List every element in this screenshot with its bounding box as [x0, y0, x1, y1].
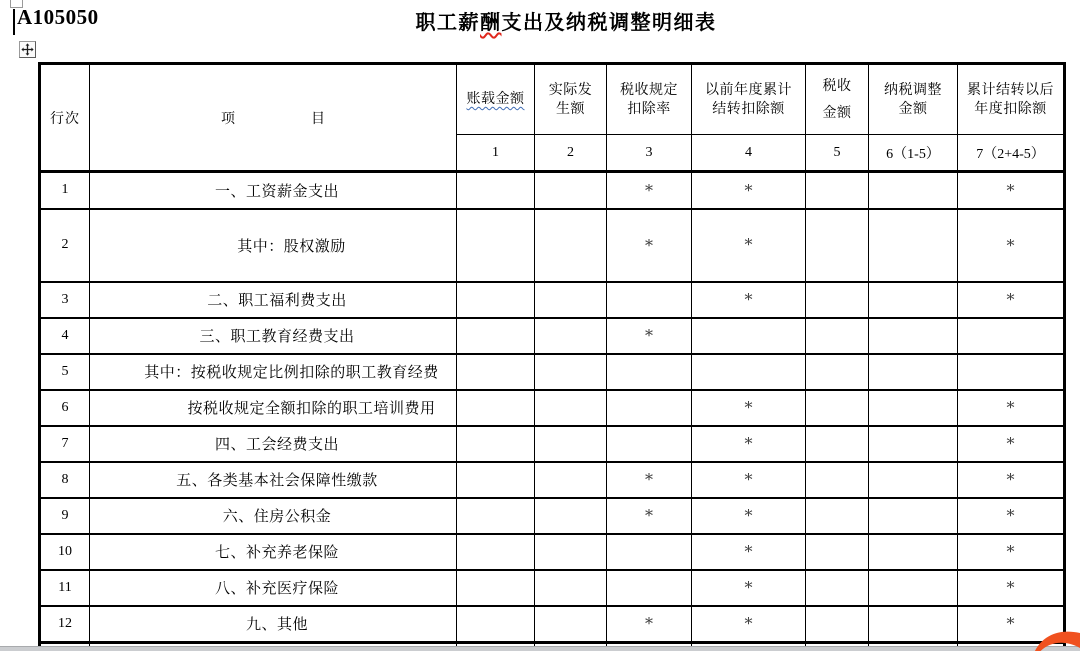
table-row [40, 390, 1065, 426]
value-cell[interactable] [535, 570, 607, 606]
value-cell[interactable] [607, 570, 692, 606]
title-pre: 职工薪 [415, 12, 480, 34]
item-cell[interactable]: 二、职工福利费支出 [90, 282, 457, 318]
table-row [40, 462, 1065, 498]
value-cell[interactable] [869, 282, 958, 318]
value-cell[interactable] [869, 462, 958, 498]
col-header-actual-amount[interactable]: 实际发 生额 [535, 64, 607, 135]
value-cell[interactable]: * [958, 282, 1065, 318]
value-cell[interactable]: * [958, 498, 1065, 534]
value-cell[interactable] [535, 606, 607, 643]
row-number-cell[interactable]: 12 [40, 606, 90, 643]
value-cell[interactable]: * [958, 172, 1065, 209]
value-cell[interactable] [607, 390, 692, 426]
value-cell[interactable]: * [958, 606, 1065, 643]
value-cell[interactable] [535, 462, 607, 498]
value-cell[interactable]: * [958, 534, 1065, 570]
table-row [40, 282, 1065, 318]
orange-swoosh-icon [1034, 627, 1080, 651]
value-cell[interactable] [457, 606, 535, 643]
value-cell[interactable] [806, 209, 869, 282]
value-cell[interactable]: * [607, 462, 692, 498]
row-number-cell[interactable]: 6 [40, 390, 90, 426]
value-cell[interactable] [535, 354, 607, 390]
form-code: A105050 [17, 5, 99, 29]
table-row [40, 534, 1065, 570]
col-header-prior-year-carryover[interactable]: 以前年度累计 结转扣除额 [692, 64, 806, 135]
col-number-cell[interactable]: 7（2+4-5） [958, 135, 1065, 172]
value-cell[interactable] [869, 318, 958, 354]
item-cell[interactable]: 按税收规定全额扣除的职工培训费用 [90, 390, 457, 426]
value-cell[interactable] [607, 354, 692, 390]
value-cell[interactable] [457, 354, 535, 390]
value-cell[interactable]: * [607, 498, 692, 534]
value-cell[interactable]: * [607, 172, 692, 209]
row-number-cell[interactable]: 4 [40, 318, 90, 354]
value-cell[interactable] [806, 606, 869, 643]
item-cell[interactable]: 三、职工教育经费支出 [90, 318, 457, 354]
col-header-tax-amount[interactable]: 税收 金额 [806, 64, 869, 135]
value-cell[interactable] [806, 462, 869, 498]
value-cell[interactable] [869, 426, 958, 462]
col-number-cell[interactable]: 4 [692, 135, 806, 172]
page-title [416, 6, 717, 35]
row-number-cell[interactable]: 11 [40, 570, 90, 606]
value-cell[interactable]: * [692, 570, 806, 606]
header-title-row [40, 64, 1065, 135]
value-cell[interactable] [457, 209, 535, 282]
col-number-cell[interactable]: 6（1-5） [869, 135, 958, 172]
value-cell[interactable] [607, 282, 692, 318]
value-cell[interactable] [806, 282, 869, 318]
col-header-row-number[interactable]: 行次 [40, 64, 90, 172]
value-cell[interactable]: * [958, 462, 1065, 498]
title-flagged-word: 酬 [480, 12, 502, 34]
item-cell[interactable]: 其中：按税收规定比例扣除的职工教育经费 [90, 354, 457, 390]
value-cell[interactable] [869, 172, 958, 209]
col-header-tax-adjustment[interactable]: 纳税调整 金额 [869, 64, 958, 135]
value-cell[interactable]: * [607, 606, 692, 643]
table-row [40, 209, 1065, 282]
row-number-cell[interactable]: 10 [40, 534, 90, 570]
item-cell[interactable]: 六、住房公积金 [90, 498, 457, 534]
value-cell[interactable] [535, 209, 607, 282]
col-number-cell[interactable]: 3 [607, 135, 692, 172]
value-cell[interactable] [535, 534, 607, 570]
table-row [40, 498, 1065, 534]
value-cell[interactable] [457, 498, 535, 534]
text-cursor [13, 9, 15, 35]
table-row [40, 318, 1065, 354]
value-cell[interactable] [869, 209, 958, 282]
value-cell[interactable] [806, 390, 869, 426]
table-row [40, 426, 1065, 462]
col-header-book-amount[interactable]: 账载金额 [457, 64, 535, 135]
value-cell[interactable] [457, 462, 535, 498]
value-cell[interactable]: * [958, 209, 1065, 282]
value-cell[interactable]: * [958, 570, 1065, 606]
col-number-cell[interactable]: 2 [535, 135, 607, 172]
value-cell[interactable] [457, 570, 535, 606]
value-cell[interactable]: * [607, 209, 692, 282]
item-cell[interactable]: 四、工会经费支出 [90, 426, 457, 462]
row-number-cell[interactable]: 1 [40, 172, 90, 209]
value-cell[interactable] [806, 354, 869, 390]
value-cell[interactable]: * [607, 318, 692, 354]
col-header-item[interactable] [90, 64, 457, 172]
col-number-cell[interactable]: 1 [457, 135, 535, 172]
value-cell[interactable] [869, 390, 958, 426]
value-cell[interactable] [607, 534, 692, 570]
item-cell[interactable]: 五、各类基本社会保障性缴款 [90, 462, 457, 498]
row-number-cell[interactable]: 7 [40, 426, 90, 462]
col-number-cell[interactable]: 5 [806, 135, 869, 172]
value-cell[interactable] [457, 390, 535, 426]
value-cell[interactable] [869, 534, 958, 570]
value-cell[interactable] [958, 318, 1065, 354]
item-cell[interactable]: 一、工资薪金支出 [90, 172, 457, 209]
item-cell[interactable]: 八、补充医疗保险 [90, 570, 457, 606]
row-number-cell[interactable]: 9 [40, 498, 90, 534]
value-cell[interactable]: * [692, 498, 806, 534]
value-cell[interactable] [457, 318, 535, 354]
value-cell[interactable] [607, 426, 692, 462]
four-arrows-icon [21, 43, 34, 56]
value-cell[interactable] [806, 426, 869, 462]
value-cell[interactable]: * [692, 534, 806, 570]
window-bottom-edge [0, 646, 1080, 651]
value-cell[interactable] [806, 534, 869, 570]
value-cell[interactable] [457, 282, 535, 318]
compensation-tax-adjustment-table [38, 62, 1066, 651]
value-cell[interactable] [535, 426, 607, 462]
value-cell[interactable] [806, 172, 869, 209]
item-cell[interactable]: 七、补充养老保险 [90, 534, 457, 570]
item-cell[interactable]: 其中：股权激励 [90, 209, 457, 282]
value-cell[interactable] [535, 282, 607, 318]
value-cell[interactable] [869, 354, 958, 390]
value-cell[interactable]: * [692, 172, 806, 209]
value-cell[interactable] [806, 570, 869, 606]
title-post: 支出及纳税调整明细表 [501, 12, 717, 34]
value-cell[interactable]: * [692, 282, 806, 318]
col-header-tax-deduction-rate[interactable]: 税收规定 扣除率 [607, 64, 692, 135]
table-row [40, 606, 1065, 643]
value-cell[interactable] [692, 318, 806, 354]
item-header-char: 目 [311, 111, 325, 127]
value-cell[interactable]: * [692, 390, 806, 426]
value-cell[interactable]: * [692, 426, 806, 462]
value-cell[interactable]: * [692, 209, 806, 282]
value-cell[interactable] [869, 498, 958, 534]
col-header-future-carryover[interactable]: 累计结转以后 年度扣除额 [958, 64, 1065, 135]
value-cell[interactable] [958, 354, 1065, 390]
value-cell[interactable] [535, 318, 607, 354]
row-number-cell[interactable]: 5 [40, 354, 90, 390]
value-cell[interactable] [457, 172, 535, 209]
value-cell[interactable] [869, 606, 958, 643]
value-cell[interactable] [535, 390, 607, 426]
table-row [40, 570, 1065, 606]
value-cell[interactable] [535, 172, 607, 209]
value-cell[interactable] [806, 498, 869, 534]
value-cell[interactable]: * [958, 426, 1065, 462]
value-cell[interactable]: * [692, 462, 806, 498]
value-cell[interactable] [869, 570, 958, 606]
item-cell[interactable]: 九、其他 [90, 606, 457, 643]
item-header-char: 项 [221, 111, 235, 127]
value-cell[interactable]: * [958, 390, 1065, 426]
value-cell[interactable] [535, 498, 607, 534]
value-cell[interactable] [806, 318, 869, 354]
value-cell[interactable] [457, 534, 535, 570]
row-number-cell[interactable]: 8 [40, 462, 90, 498]
row-number-cell[interactable]: 2 [40, 209, 90, 282]
value-cell[interactable]: * [692, 606, 806, 643]
table-move-handle-icon[interactable] [19, 41, 36, 58]
value-cell[interactable] [692, 354, 806, 390]
row-number-cell[interactable]: 3 [40, 282, 90, 318]
table-row [40, 354, 1065, 390]
table-row [40, 172, 1065, 209]
value-cell[interactable] [457, 426, 535, 462]
